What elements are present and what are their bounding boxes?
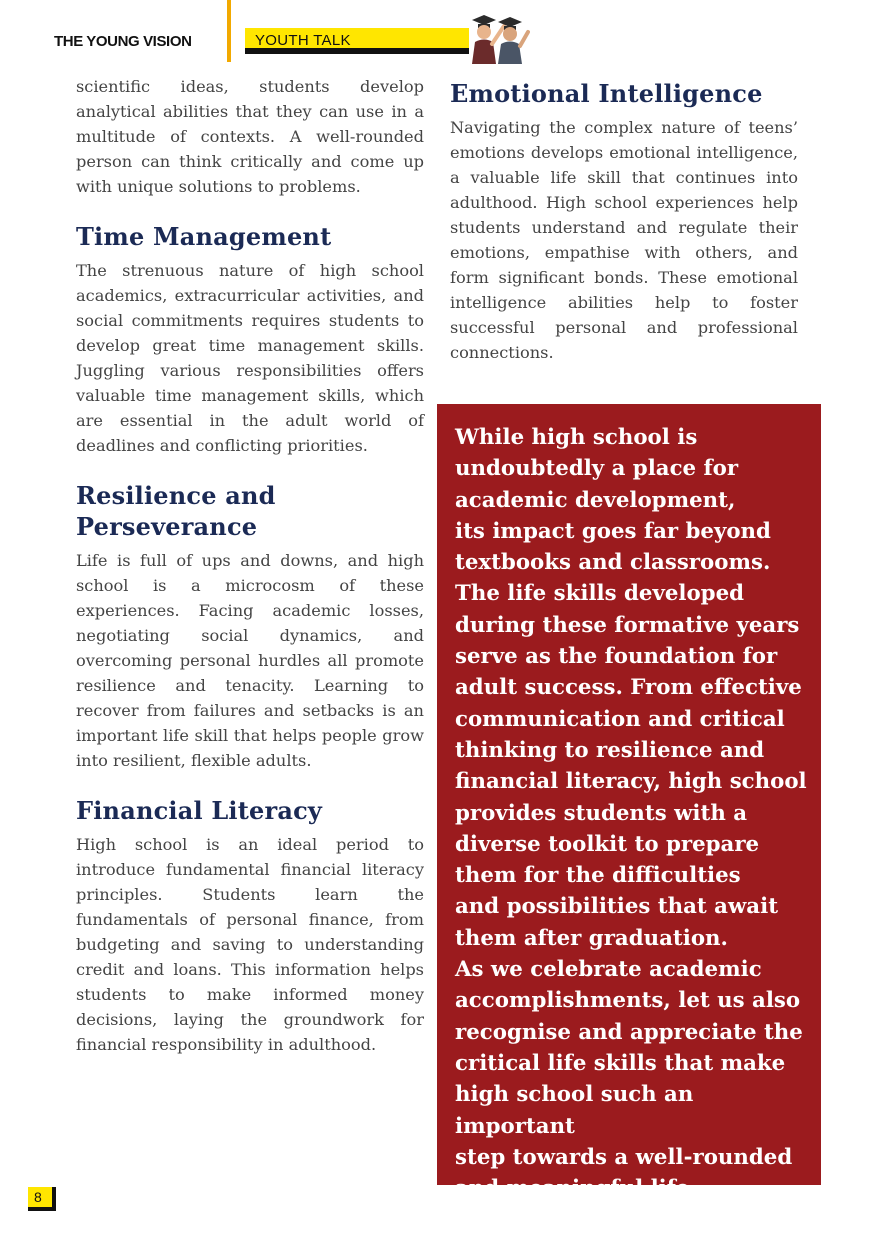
graduates-illustration-icon (458, 10, 530, 64)
heading-resilience: Resilience and Perseverance (76, 481, 276, 541)
body-emotional-intelligence: Navigating the complex nature of teens’ emotions develops emotional intelligence, a valuable life skill that continues into adulthood. High school experiences help students understand and regulate their emotions, empathise with others, and form significant bonds. These emotional intelligence abilities help to foster successful personal and professional connections. (450, 118, 798, 362)
heading-time-management: Time Management (76, 222, 332, 251)
pull-quote-text: While high school is undoubtedly a place for academic development, its impact goes far beyond textbooks and classrooms. The life skills developed during these formative years serve as the foundation for adult success. From effective communication and critical thinking to resilience and financial literacy, high school provides students with a diverse toolkit to prepare them for the difficulties and possibilities that await them after graduation. As we celebrate academic accomplishments, let us also recognise and appreciate the critical life skills that make high school such an important step towards a well-rounded and meaningful life. (455, 425, 807, 1202)
pull-quote-box (437, 404, 821, 1202)
body-financial-literacy: High school is an ideal period to introduce fundamental financial literacy principles. Students learn the fundamentals of personal finance, from budgeting and saving to understanding credit and loans. This information helps students to make informed money decisions, laying the groundwork for financial responsibility in adulthood. (76, 835, 424, 1054)
heading-emotional-intelligence: Emotional Intelligence (450, 79, 763, 108)
page-number: 8 (28, 1187, 56, 1211)
header-divider (227, 0, 231, 62)
publication-name: THE YOUNG VISION (54, 33, 192, 50)
intro-paragraph: scientific ideas, students develop analytical abilities that they can use in a multitude of contexts. A well-rounded person can think critically and come up with unique solutions to problems. (76, 77, 424, 196)
left-column (76, 74, 424, 1057)
heading-financial-literacy: Financial Literacy (76, 796, 323, 825)
section-tag: YOUTH TALK (245, 28, 469, 54)
body-time-management: The strenuous nature of high school academics, extracurricular activities, and social commitments requires students to develop great time management skills. Juggling various responsibilities offers valuable time management skills, which are essential in the adult world of deadlines and conflicting priorities. (76, 261, 424, 455)
right-column (450, 78, 798, 365)
body-resilience: Life is full of ups and downs, and high school is a microcosm of these experiences. Facing academic losses, negotiating social dynamics, and overcoming personal hurdles all promote resilience and tenacity. Learning to recover from failures and setbacks is an important life skill that helps people grow into resilient, flexible adults. (76, 551, 424, 770)
